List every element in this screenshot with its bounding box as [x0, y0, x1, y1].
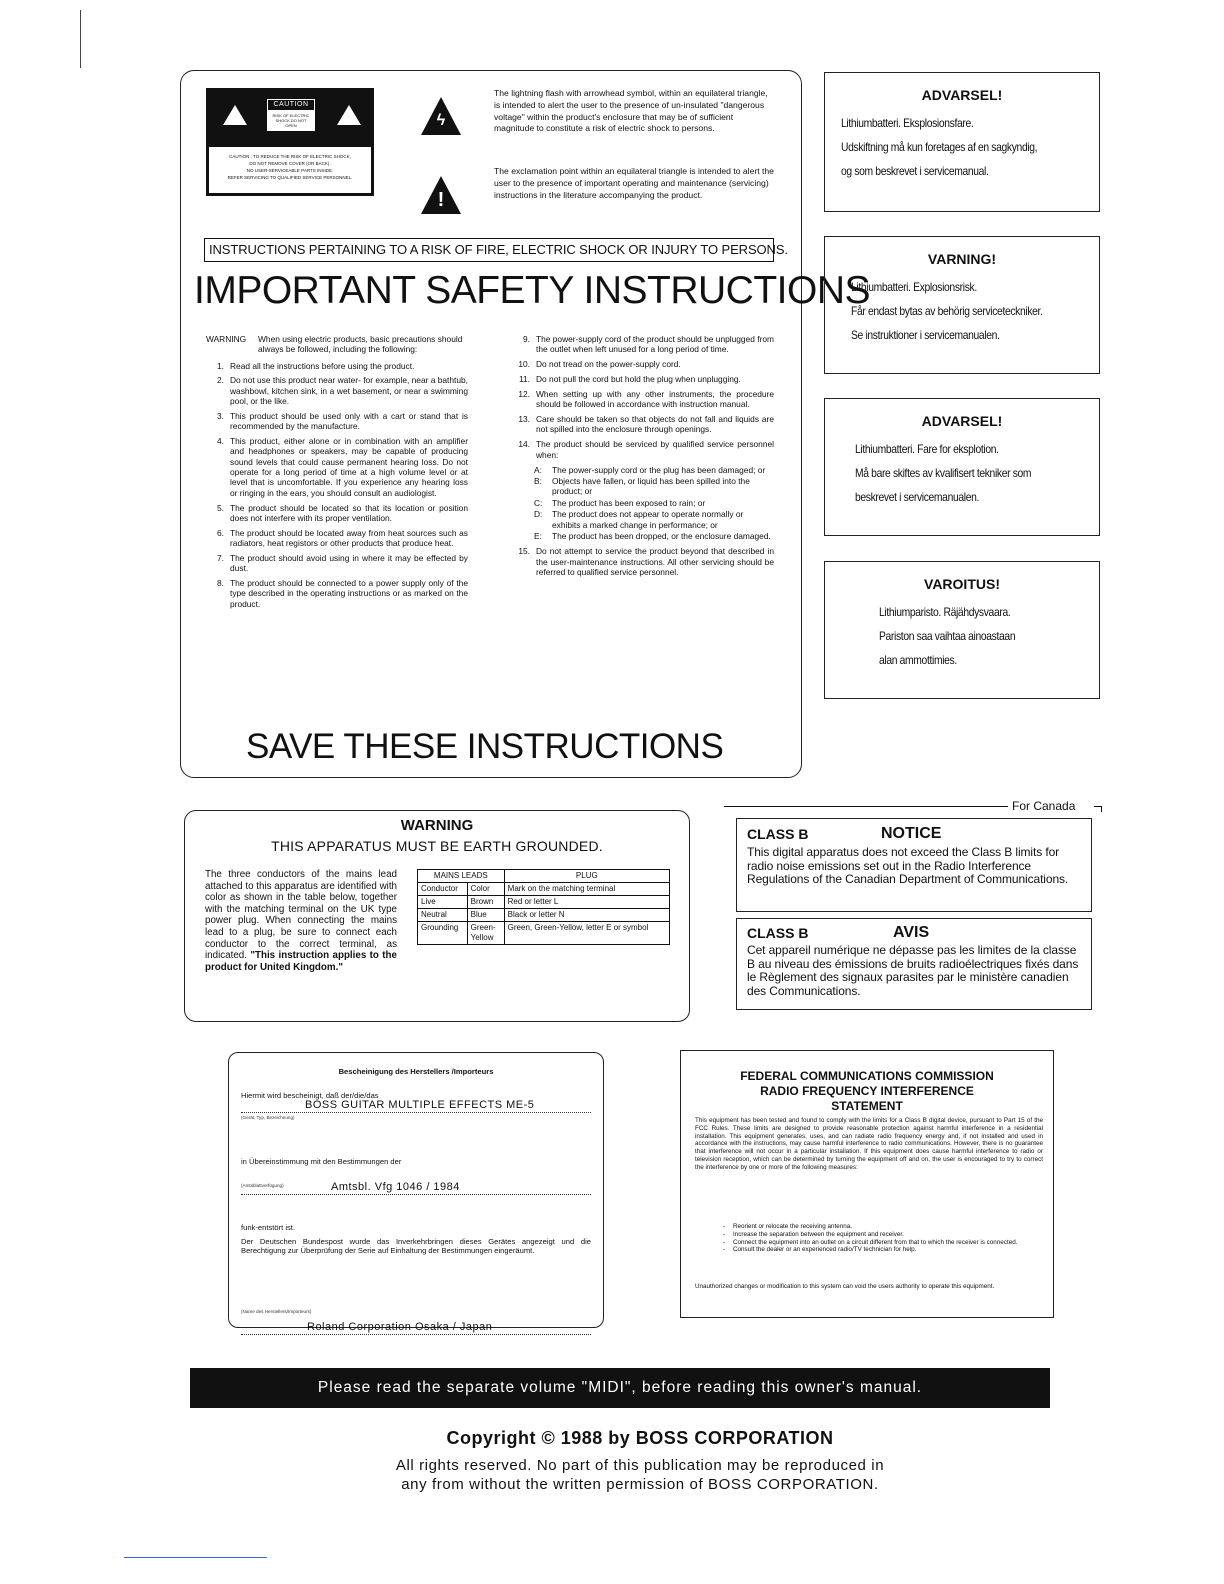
table-row: [418, 870, 670, 883]
item-number: 15.: [518, 546, 530, 557]
list-item: - Increase the separation between the equipment and receiver.: [695, 1231, 1043, 1239]
table-cell: Blue: [467, 909, 504, 922]
item-number: 2.: [217, 375, 224, 386]
nordic-line: Får endast bytas av behörig serviceteckniker.: [851, 304, 1043, 318]
earth-warning-note: "This instruction applies to the product for United Kingdom.": [205, 950, 397, 973]
sub-item-letter: E:: [534, 531, 542, 542]
fcc-body: This equipment has been tested and found to comply with the limits for a Class B digital device, pursuant to Part 15 of the FCC Rules. These limits are designed to provide reasonable protection against harmful interference in a residential installation. This equipment generates, uses, and can radiate radio frequency energy and, if not installed and used in accordance with the instructions, may cause harmful interference to radio communications. However, there is no guarantee that interference will not occur in a particular installation. If this equipment does cause harmful interference to radio or television reception, which can be determined by turning the equipment off and on, the user is encouraged to try to correct the interference by one or more of the following measures:: [695, 1117, 1043, 1171]
avis-text: Cet appareil numérique ne dépasse pas les limites de la classe B au niveau des émissions de bruits radioélectriques fixés dans le Règlement des signaux parasites par le ministère canadien des Communications.: [747, 943, 1079, 998]
sub-list-item: [512, 465, 774, 475]
notice-heading: NOTICE: [881, 825, 942, 842]
canada-label: For Canada: [1012, 799, 1076, 813]
sub-item-text: The product has been exposed to rain; or: [552, 497, 706, 508]
certificate-title: Bescheinigung des Herstellers /Importeurs: [338, 1067, 494, 1076]
table-cell: Black or letter N: [504, 909, 669, 922]
table-header: PLUG: [504, 870, 669, 883]
item-text: The product should be located so that its location or position does not interfere with its proper ventilation.: [230, 502, 468, 523]
certificate-maker-line: [241, 1321, 591, 1335]
fcc-title-line: STATEMENT: [831, 1099, 903, 1113]
canada-bracket-line: [724, 806, 1008, 807]
item-text: Read all the instructions before using the product.: [230, 360, 415, 371]
item-text: This product, either alone or in combination with an amplifier and headphones or speakers, may be capable of producing sound levels that could cause permanent hearing loss. Do not operate for a long period of time at a high volume level or at level that is uncomfortable. If you experience any hearing loss or ringing in the ears, you should consult an audiologist.: [230, 436, 468, 498]
nordic-warning-norwegian: [824, 398, 1100, 536]
item-text: This product should be used only with a cart or stand that is recommended by the manufacture.: [230, 410, 468, 432]
item-number: 9.: [523, 334, 530, 344]
item-text: The product should be serviced by qualified service personnel when:: [536, 439, 774, 460]
sub-item-text: The product does not appear to operate normally or exhibits a marked change in performance; or: [552, 509, 744, 530]
certificate-line: funk-entstört ist.: [241, 1223, 296, 1232]
warning-intro: [206, 334, 468, 355]
caution-line: REFER SERVICING TO QUALIFIED SERVICE PERSONNEL.: [227, 175, 353, 180]
certificate-paragraph: Der Deutschen Bundespost wurde das Inverkehrbringen dieses Gerätes angezeigt und die Berechtigung zur Überprüfung der Serie auf Einhaltung der Bestimmungen eingeräumt.: [241, 1237, 591, 1255]
save-instructions-title: SAVE THESE INSTRUCTIONS: [246, 727, 724, 766]
table-row: [418, 909, 670, 922]
canada-bracket-tick: [1101, 806, 1102, 812]
lightning-triangle-icon: ϟ: [421, 97, 461, 135]
canada-notice-box: [736, 818, 1092, 912]
list-item: [206, 411, 468, 432]
sub-item-text: The product has been dropped, or the enclosure damaged.: [552, 531, 771, 542]
list-item: [512, 414, 774, 435]
certificate-caption: (Gerät, Typ, Bezeichnung): [241, 1115, 295, 1120]
sub-item-letter: D:: [534, 509, 543, 520]
nordic-line: Lithiumbatteri. Eksplosionsfare.: [841, 116, 974, 130]
fcc-title-line: RADIO FREQUENCY INTERFERENCE: [760, 1084, 974, 1098]
nordic-line: Lithiumbatteri. Fare for eksplotion.: [855, 442, 999, 456]
list-item: [512, 546, 774, 577]
canada-avis-box: [736, 918, 1092, 1010]
fcc-footer: Unauthorized changes or modification to this system can void the users authority to operate this equipment.: [695, 1283, 995, 1290]
table-cell: Green-Yellow: [467, 922, 504, 945]
table-cell: Brown: [467, 896, 504, 909]
table-row: [418, 896, 670, 909]
certificate-line: Hiermit wird bescheinigt, daß der/die/das: [241, 1091, 379, 1100]
rights-line: any from without the written permission of BOSS CORPORATION.: [401, 1476, 879, 1493]
nordic-warning-danish: [824, 72, 1100, 212]
list-item: [206, 578, 468, 609]
certificate-regulation-line: [241, 1181, 591, 1195]
item-text: The power-supply cord of the product should be unplugged from the outlet when left unused for a long period of time.: [536, 334, 774, 355]
rights-statement: [300, 1456, 980, 1494]
sub-list-item: [512, 498, 774, 508]
item-number: 4.: [217, 436, 224, 447]
certificate-device: BOSS GUITAR MULTIPLE EFFECTS ME-5: [305, 1099, 535, 1111]
list-item: [206, 503, 468, 524]
table-cell: Live: [418, 896, 468, 909]
rights-line: All rights reserved. No part of this publication may be reproduced in: [395, 1457, 885, 1474]
item-number: 1.: [217, 360, 224, 371]
fcc-title: [681, 1069, 1053, 1114]
certificate-device-line: [241, 1099, 591, 1113]
item-number: 6.: [217, 527, 224, 538]
item-text: Do not attempt to service the product beyond that described in the user-maintenance instructions. All other servicing should be referred to qualified service personnel.: [536, 546, 774, 577]
nordic-warning-finnish: [824, 561, 1100, 699]
sub-list-item: [512, 509, 774, 530]
nordic-line: Pariston saa vaihtaa ainoastaan: [879, 629, 1016, 643]
list-item: - Reorient or relocate the receiving antenna.: [695, 1223, 1043, 1231]
midi-notice-bar: Please read the separate volume "MIDI", before reading this owner's manual.: [190, 1368, 1050, 1408]
manufacturer-certificate-box: [228, 1052, 604, 1333]
nordic-line: Lithiumparisto. Räjähdysvaara.: [879, 605, 1011, 619]
list-item: [512, 389, 774, 410]
sub-list-item: [512, 476, 774, 497]
list-item: [206, 436, 468, 498]
warning-triangle-icon: [337, 105, 361, 125]
item-number: 8.: [217, 578, 224, 589]
sub-item-letter: A:: [534, 464, 542, 475]
notice-text: This digital apparatus does not exceed the Class B limits for radio noise emissions set out in the Radio Interference Regulations of the Canadian Department of Communications.: [747, 845, 1069, 887]
item-number: 11.: [518, 374, 530, 385]
nordic-heading: ADVARSEL!: [921, 87, 1003, 103]
item-number: 7.: [217, 552, 224, 563]
sub-item-text: Objects have fallen, or liquid has been spilled into the product; or: [552, 476, 750, 497]
nordic-line: og som beskrevet i servicemanual.: [841, 164, 989, 178]
nordic-line: Se instruktioner i servicemanualen.: [851, 328, 1000, 342]
caution-label: [206, 88, 374, 196]
nordic-line: Må bare skiftes av kvalifisert tekniker som: [855, 466, 1032, 480]
list-item: [206, 375, 468, 406]
item-number: 10.: [518, 359, 530, 370]
caution-label-header: [209, 91, 371, 147]
item-text: The product should avoid using in where it may be effected by dust.: [230, 552, 468, 574]
nordic-line: Lithiumbatteri. Explosionsrisk.: [851, 280, 977, 294]
nordic-line: beskrevet i servicemanualen.: [855, 490, 980, 504]
earth-warning-title: WARNING: [400, 817, 474, 834]
caution-line: CAUTION : TO REDUCE THE RISK OF ELECTRIC SHOCK,: [229, 154, 351, 159]
table-cell: Grounding: [418, 922, 468, 945]
table-cell: Green, Green-Yellow, letter E or symbol: [504, 922, 669, 945]
item-text: Care should be taken so that objects do not fall and liquids are not spilled into the enclosure through openings.: [536, 414, 774, 435]
sub-item-letter: C:: [534, 497, 543, 508]
list-item: [512, 439, 774, 460]
list-item: [206, 553, 468, 574]
table-header: MAINS LEADS: [418, 870, 505, 883]
item-number: 14.: [518, 439, 530, 450]
nordic-line: Udskiftning må kun foretages af en sagkyndig,: [841, 140, 1038, 154]
item-text: Do not use this product near water- for example, near a bathtub, washbowl, kitchen sink, in a wet basement, or near a swimming pool, or the like.: [230, 375, 468, 407]
certificate-line: in Übereinstimmung mit den Bestimmungen der: [241, 1157, 402, 1166]
table-row: [418, 883, 670, 896]
scan-mark: [80, 10, 81, 68]
item-text: Do not tread on the power-supply cord.: [536, 359, 681, 370]
warning-triangle-icon: [223, 105, 247, 125]
earth-warning-subtitle: THIS APPARATUS MUST BE EARTH GROUNDED.: [271, 838, 603, 854]
fcc-statement-box: [680, 1050, 1054, 1318]
table-cell: Red or letter L: [504, 896, 669, 909]
table-cell: Conductor: [418, 883, 468, 896]
table-cell: Mark on the matching terminal: [504, 883, 669, 896]
list-item: [206, 361, 468, 371]
scan-mark: [124, 1557, 267, 1558]
caution-line: DO NOT REMOVE COVER (OR BACK).: [249, 161, 331, 166]
list-item: [512, 334, 774, 355]
item-text: The product should be connected to a power supply only of the type described in the operating instructions or as marked on the product.: [230, 578, 468, 609]
certificate-regulation: Amtsbl. Vfg 1046 / 1984: [331, 1181, 460, 1193]
caution-word: CAUTION: [268, 100, 314, 110]
instructions-banner: INSTRUCTIONS PERTAINING TO A RISK OF FIRE, ELECTRIC SHOCK OR INJURY TO PERSONS.: [204, 238, 774, 262]
nordic-line: alan ammottimies.: [879, 653, 957, 667]
nordic-heading: ADVARSEL!: [921, 413, 1003, 429]
item-number: 5.: [217, 502, 224, 513]
sub-list-item: [512, 531, 774, 541]
caution-plate-text: RISK OF ELECTRIC SHOCK DO NOT OPEN: [272, 113, 310, 128]
warning-label: WARNING: [206, 334, 247, 344]
caution-line: NO USER-SERVICEABLE PARTS INSIDE.: [246, 168, 334, 173]
item-text: When setting up with any other instruments, the procedure should be followed in accordance with instruction manual.: [536, 388, 774, 410]
sub-item-letter: B:: [534, 476, 542, 487]
list-item: - Connect the equipment into an outlet on a circuit different from that to which the receiver is connected.: [695, 1239, 1043, 1247]
safety-column-left: [206, 334, 468, 614]
fcc-measures-list: [695, 1223, 1043, 1254]
item-text: Do not pull the cord but hold the plug when unplugging.: [536, 374, 741, 385]
table-cell: Color: [467, 883, 504, 896]
caution-plate: [267, 99, 315, 131]
nordic-heading: VARNING!: [927, 251, 997, 267]
sub-item-text: The power-supply cord or the plug has been damaged; or: [552, 464, 766, 475]
item-number: 13.: [518, 414, 530, 425]
certificate-caption: (Amtsblattverfügung): [241, 1183, 284, 1188]
exclamation-symbol-text: The exclamation point within an equilateral triangle is intended to alert the user to the presence of important operating and maintenance (servicing) instructions in the literature accompanying the product.: [494, 166, 774, 200]
mains-leads-table: [417, 869, 670, 945]
warning-intro-text: When using electric products, basic precautions should always be followed, including the following:: [258, 334, 463, 355]
list-item: - Consult the dealer or an experienced radio/TV technician for help.: [695, 1246, 1043, 1254]
copyright: Copyright © 1988 by BOSS CORPORATION: [446, 1428, 834, 1448]
caution-label-text: [219, 153, 361, 181]
list-item: [512, 359, 774, 369]
item-number: 3.: [217, 410, 224, 421]
exclamation-triangle-icon: !: [421, 176, 461, 214]
certificate-caption: (Name des Herstellers/Importeurs): [241, 1309, 312, 1314]
nordic-heading: VAROITUS!: [924, 576, 1000, 592]
table-cell: Neutral: [418, 909, 468, 922]
list-item: [206, 528, 468, 549]
safety-column-right: [512, 334, 774, 582]
certificate-maker: Roland Corporation Osaka / Japan: [307, 1321, 493, 1333]
page-title: IMPORTANT SAFETY INSTRUCTIONS: [194, 269, 871, 312]
table-row: [418, 922, 670, 945]
earth-warning-body: The three conductors of the mains lead attached to this apparatus are identified with color as shown in the table below, together with the matching terminal on the UK type power plug. When connecting the mains lead to a plug, be sure to connect each conductor to the correct terminal, as indicated.: [205, 869, 397, 962]
lightning-symbol-text: The lightning flash with arrowhead symbol, within an equilateral triangle, is intended to alert the user to the presence of un-insulated "dangerous voltage" within the product's enclosure that may be of sufficient magnitude to constitute a risk of electric shock to persons.: [494, 88, 768, 134]
class-label: CLASS B: [747, 925, 809, 941]
item-text: The product should be located away from heat sources such as radiators, heat registors or other products that produce heat.: [230, 527, 468, 549]
earth-ground-warning-box: [184, 810, 690, 1022]
list-item: [512, 374, 774, 384]
avis-heading: AVIS: [893, 924, 930, 941]
fcc-title-line: FEDERAL COMMUNICATIONS COMMISSION: [740, 1069, 994, 1083]
item-number: 12.: [518, 388, 530, 399]
class-label: CLASS B: [747, 826, 809, 842]
nordic-warning-swedish: [824, 236, 1100, 374]
earth-warning-text: [205, 869, 397, 973]
